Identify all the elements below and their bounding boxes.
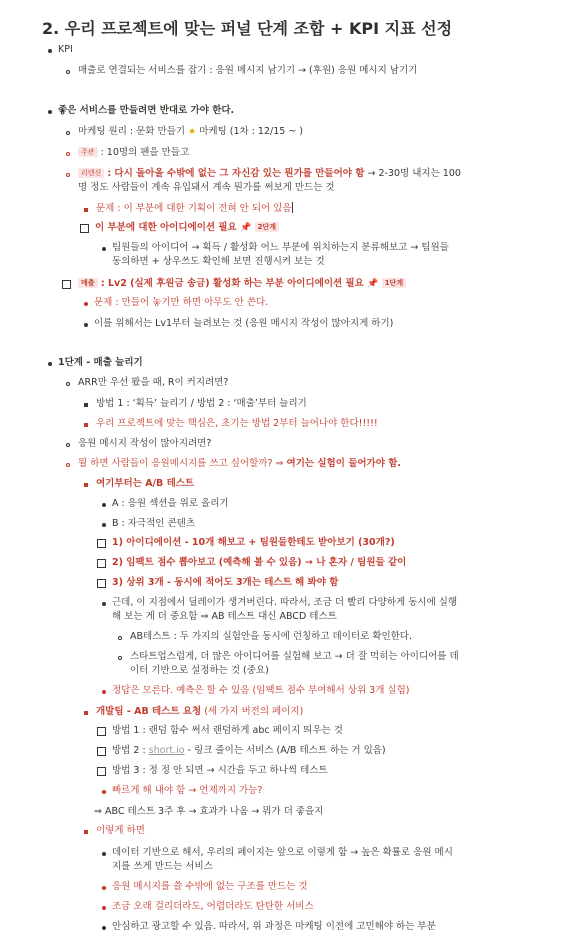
tag-badge: 매출 (78, 278, 98, 288)
todo-checkbox[interactable] (97, 747, 106, 756)
todo-item: 방법 3 : 정 정 안 되면 → 시간을 두고 하나씩 테스트 (112, 765, 328, 776)
bullet (84, 483, 88, 487)
list-text-continued: 이터 기반으로 설정하는 것 (중요) (130, 665, 269, 676)
todo-checkbox[interactable] (80, 224, 89, 233)
pushpin-icon: 📌 (367, 279, 379, 289)
list-item: 스타트업스럽게, 더 많은 아이디어를 실험해 보고 → 더 잘 먹히는 아이디어를 데 (130, 651, 459, 662)
bullet (84, 208, 88, 212)
list-item: 근데, 이 지점에서 딜레이가 생겨버린다. 따라서, 조금 더 빨리 다양하게 동시에 실행 (112, 597, 458, 608)
bullet (66, 443, 70, 447)
page-title: 2. 우리 프로젝트에 맞는 퍼널 단계 조합 + KPI 지표 선정 (42, 19, 453, 38)
list-item (96, 202, 293, 216)
list-text: 뭘 하면 사람들이 응원메시지를 쓰고 싶어할까? ⇒ (78, 458, 284, 469)
todo-checkbox[interactable] (97, 727, 106, 736)
list-text-continued: 동의하면 + 상우쓰도 확인해 보면 진행시켜 보는 것 (112, 256, 325, 267)
bullet (84, 423, 88, 427)
bullet (48, 110, 52, 114)
bullet (102, 852, 106, 856)
list-item: 우리 프로젝트에 맞는 핵심은, 초기는 방법 2부터 늘어나야 한다!!!!! (96, 418, 378, 429)
list-text: - 링크 줄이는 서비스 (A/B 테스트 하는 거 있음) (187, 745, 386, 756)
list-item: 응원 메시지를 쓸 수밖에 없는 구조를 만드는 것 (112, 881, 308, 892)
text-cursor (292, 202, 293, 213)
bullet (102, 602, 106, 606)
list-text: : 다시 돌아올 수밖에 없는 그 자신감 있는 뭔가를 만들어야 함 (107, 168, 365, 179)
list-item: 팀원들의 아이디어 → 획득 / 활성화 어느 부분에 위치하는지 분류해보고 → 팀원들 (112, 242, 449, 253)
list-text: → 2-30명 내지는 100 (367, 168, 461, 179)
list-item: ⇒ ABC 테스트 3주 후 → 효과가 나옴 → 뭐가 더 좋을지 (94, 806, 324, 817)
list-text: 여기는 실험이 들어가야 함. (286, 458, 402, 469)
list-item (96, 705, 303, 719)
bullet (66, 382, 70, 386)
bullet (66, 70, 70, 74)
list-item: B : 자극적인 콘텐츠 (112, 518, 196, 529)
bullet (66, 173, 70, 177)
tag-badge: 리텐션 (78, 168, 104, 178)
list-text: 방법 2 : (112, 745, 146, 756)
bullet (84, 403, 88, 407)
section-heading: 좋은 서비스를 만들려면 반대로 가야 한다. (58, 105, 235, 116)
bullet (102, 523, 106, 527)
star-icon: ★ (188, 127, 197, 137)
bullet (66, 131, 70, 135)
short-io-link[interactable]: short.io (148, 745, 185, 756)
bullet (84, 830, 88, 834)
bullet (102, 926, 106, 930)
marketing-phase: 마케팅 (1차 : 12/15 ~ ) (199, 126, 304, 137)
list-item: AB테스트 : 두 가지의 실험안을 동시에 런칭하고 데이터로 확인한다. (130, 631, 412, 642)
list-text: : Lv2 (실제 후원금 송금) 활성화 하는 부분 아이디에이션 필요 (100, 278, 364, 289)
list-text-continued: 지를 쓰게 만드는 서비스 (112, 861, 213, 872)
list-item: 응원 메시지 작성이 많아지려면? (78, 438, 212, 449)
todo-item: 방법 1 : 랜덤 함수 써서 랜덤하게 abc 페이지 띄우는 것 (112, 725, 343, 736)
kpi-heading: KPI (58, 44, 73, 55)
bullet (102, 247, 106, 251)
list-text: : 10명의 팬을 만들고 (100, 147, 190, 158)
tag-badge: 2단계 (255, 222, 279, 232)
list-item (78, 146, 189, 160)
pushpin-icon: 📌 (240, 223, 252, 233)
bullet (84, 323, 88, 327)
todo-checkbox[interactable] (97, 579, 106, 588)
tag-badge: 주관 (78, 147, 98, 157)
todo-item: 3) 상위 3개 - 동시에 적어도 3개는 테스트 해 봐야 함 (112, 577, 339, 588)
list-item: 조금 오래 걸리더라도, 어렵더라도 탄탄한 서비스 (112, 901, 314, 912)
list-item (78, 125, 303, 139)
list-text: 개발팀 - AB 테스트 요청 (96, 706, 202, 717)
bullet (66, 152, 70, 156)
list-item: 문제 : 만들어 놓기만 하면 아무도 안 쓴다. (94, 297, 269, 308)
todo-item: 2) 임팩트 점수 뽑아보고 (예측해 볼 수 있음) → 나 혼자 / 팀원들 같이 (112, 557, 407, 568)
bullet (118, 656, 122, 660)
tag-badge: 1단계 (382, 278, 406, 288)
bullet (118, 636, 122, 640)
bullet (48, 49, 52, 53)
todo-checkbox[interactable] (97, 767, 106, 776)
list-item: 방법 1 : ‘획득’ 늘리기 / 방법 2 : ‘매출’부터 늘리기 (96, 398, 307, 409)
bullet (66, 463, 70, 467)
list-item (78, 167, 461, 181)
list-item: 여기부터는 A/B 테스트 (96, 478, 195, 489)
list-item: 이를 위해서는 Lv1부터 늘려보는 것 (응원 메시지 작성이 많아지게 하기) (94, 318, 394, 329)
bullet (102, 790, 106, 794)
marketing-principle: 마케팅 원리 : 문화 만들기 (78, 126, 186, 137)
list-text: 문제 : 이 부분에 대한 기획이 전혀 안 되어 있음 (96, 203, 292, 214)
list-item: 정답은 모른다. 예측은 할 수 있음 (임팩트 점수 부여해서 상위 3개 실험) (112, 685, 410, 696)
list-text-continued: 명 정도 사람들이 계속 유입돼서 계속 뭔가를 써보게 만드는 것 (78, 182, 335, 193)
list-item: 이렇게 하면 (96, 825, 145, 836)
todo-checkbox[interactable] (62, 280, 71, 289)
bullet (102, 906, 106, 910)
bullet (48, 362, 52, 366)
list-item (78, 457, 401, 471)
todo-checkbox[interactable] (97, 559, 106, 568)
bullet (84, 711, 88, 715)
bullet (84, 302, 88, 306)
todo-item (78, 277, 406, 291)
todo-item (95, 221, 279, 235)
bullet (102, 886, 106, 890)
list-text-continued: 해 보는 게 더 중요함 ⇒ AB 테스트 대신 ABCD 테스트 (112, 611, 337, 622)
list-item: ARR만 우선 봤을 때, R이 커지려면? (78, 377, 229, 388)
list-item: 빠르게 해 내야 함 → 언제까지 가능? (112, 785, 263, 796)
todo-checkbox[interactable] (97, 539, 106, 548)
section-heading: 1단계 - 매출 늘리기 (58, 357, 143, 368)
bullet (102, 690, 106, 694)
list-item: 데이터 기반으로 해서, 우리의 페이지는 앞으로 이렇게 함 → 높은 확률로 응원 메시 (112, 847, 453, 858)
list-item: A : 응원 섹션을 위로 올리기 (112, 498, 229, 509)
list-item: 안심하고 광고할 수 있음. 따라서, 위 과정은 마케팅 이전에 고민해야 하는 부분 (112, 921, 436, 932)
todo-item: 1) 아이디에이션 - 10개 해보고 + 팀원들한테도 받아보기 (30개?) (112, 537, 395, 548)
list-text: (세 가지 버전의 페이지) (204, 706, 304, 717)
todo-item (112, 744, 386, 758)
bullet (102, 503, 106, 507)
kpi-description: 매출로 연결되는 서비스를 잡기 : 응원 메시지 남기기 → (후원) 응원 메시지 남기기 (78, 65, 418, 76)
list-text: 이 부분에 대한 아이디에이션 필요 (95, 222, 237, 233)
